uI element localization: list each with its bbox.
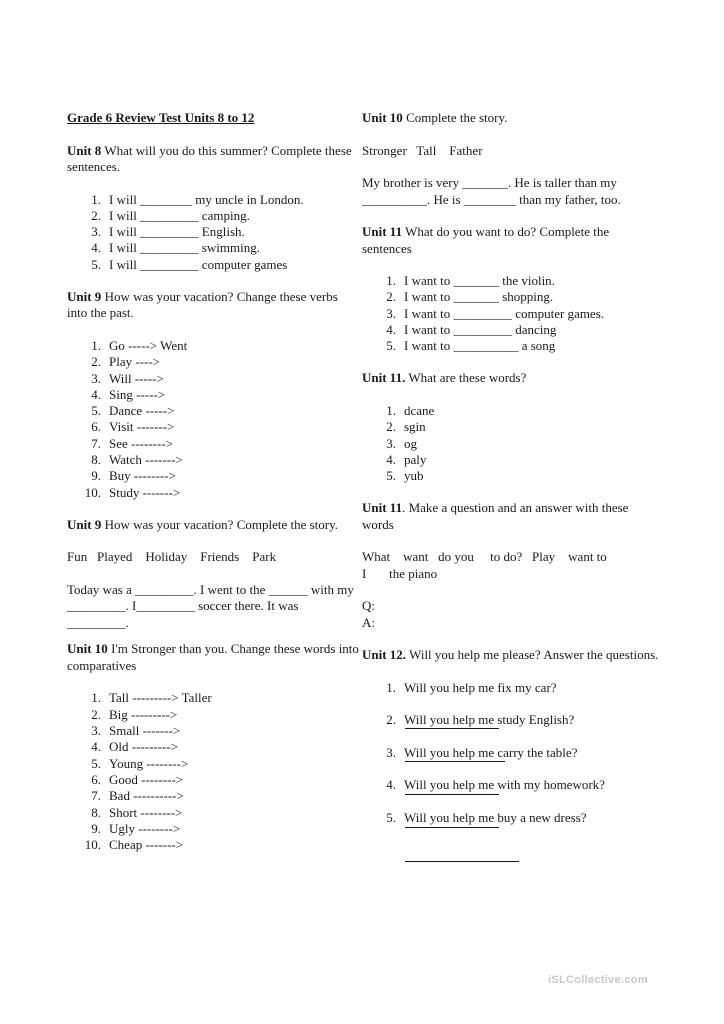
list-item: 7. See -------->	[91, 435, 173, 451]
unit11a-instruction	[362, 224, 662, 257]
list-item: 7. Bad ---------->	[91, 788, 184, 804]
unit10a-instruction-text: I'm Stronger than you. Change these words into comparatives	[67, 641, 359, 673]
unit11a-instruction-text: What do you want to do? Complete the sentences	[362, 224, 610, 256]
unit9a-instruction	[67, 289, 360, 322]
list-item: 5. Will you help me buy a new dress?	[386, 809, 587, 825]
list-item: 6. Good -------->	[91, 771, 184, 787]
unit8-instruction	[67, 143, 360, 176]
list-item: 1. I want to _______ the violin.	[386, 273, 555, 288]
answer-line	[405, 827, 499, 828]
unit10b-heading: Unit 10	[362, 110, 403, 125]
unit9b-heading: Unit 9	[67, 516, 102, 532]
answer-line	[405, 761, 505, 762]
list-item: 2. sgin	[386, 419, 426, 435]
unit11a-heading: Unit 11	[362, 224, 403, 239]
unit9b-instruction-text: How was your vacation? Complete the story.	[104, 516, 339, 532]
right-column	[362, 110, 662, 842]
list-item: 6. Visit ------->	[91, 419, 175, 435]
list-item: 2. Big --------->	[91, 706, 178, 722]
list-item: 9. Ugly -------->	[91, 820, 181, 836]
site-watermark: iSLCollective.com	[548, 974, 648, 986]
unit11c-question-label: Q:	[362, 598, 375, 614]
unit11b-list	[362, 403, 662, 484]
answer-line	[405, 794, 499, 795]
list-item: 4. I want to _________ dancing	[386, 321, 557, 337]
unit12-instruction	[362, 647, 662, 664]
unit11c-instruction	[362, 500, 662, 533]
answer-line	[405, 728, 499, 729]
unit9b-word-bank: Fun Played Holiday Friends Park	[67, 549, 277, 565]
worksheet-title: Grade 6 Review Test Units 8 to 12	[67, 110, 255, 125]
answer-line	[405, 861, 519, 862]
unit8-heading: Unit 8	[67, 142, 102, 158]
unit10b-word-bank: Stronger Tall Father	[362, 142, 483, 158]
list-item: 9. Buy -------->	[91, 468, 176, 484]
list-item: 1. dcane	[386, 402, 435, 418]
unit8-instruction-text: What will you do this summer? Complete these sentences.	[67, 142, 352, 174]
list-item: 4. Sing ----->	[91, 386, 166, 402]
list-item: 5. I want to __________ a song	[386, 338, 556, 354]
list-item: 8. Watch ------->	[91, 452, 183, 468]
unit11b-heading: Unit 11.	[362, 370, 406, 386]
unit10a-heading: Unit 10	[67, 641, 108, 657]
unit11c-answer-label: A:	[362, 614, 375, 630]
unit12-heading: Unit 12.	[362, 647, 407, 663]
list-item: 8. Short -------->	[91, 804, 183, 820]
unit9a-instruction-text: How was your vacation? Change these verbs into the past.	[67, 288, 338, 321]
unit9a-list	[67, 338, 360, 501]
unit9b-instruction	[67, 517, 360, 534]
unit11c-words-line2: I the piano	[362, 565, 438, 581]
unit8-list	[67, 192, 360, 273]
unit9a-heading: Unit 9	[67, 288, 102, 304]
unit11b-instruction-text: What are these words?	[408, 370, 527, 386]
unit10b-instruction-text: Complete the story.	[406, 110, 508, 125]
list-item: 2. Will you help me study English?	[386, 712, 575, 728]
unit11a-list	[362, 273, 662, 354]
list-item: 1. Tall ---------> Taller	[91, 690, 212, 706]
list-item: 5. Dance ----->	[91, 403, 175, 419]
list-item: 5. yub	[386, 468, 424, 484]
list-item: 3. Small ------->	[91, 723, 181, 739]
list-item: 10. Cheap ------->	[84, 837, 184, 853]
unit10a-list	[67, 690, 360, 853]
list-item: 5. I will _________ computer games	[91, 256, 288, 272]
unit11c-instruction-text: . Make a question and an answer with these words	[362, 500, 629, 532]
list-item: 2. I will _________ camping.	[91, 207, 250, 223]
list-item: 3. I want to _________ computer games.	[386, 305, 605, 321]
list-item: 4. I will _________ swimming.	[91, 240, 260, 256]
list-item: 2. Play ---->	[91, 354, 161, 370]
list-item: 3. I will _________ English.	[91, 224, 245, 240]
list-item: 5. Young -------->	[91, 755, 189, 771]
list-item: 2. I want to _______ shopping.	[386, 289, 554, 305]
unit10a-instruction	[67, 641, 360, 674]
list-item: 3. Will you help me carry the table?	[386, 744, 578, 760]
list-item: 3. Will ----->	[91, 370, 164, 386]
unit11c-words-line1: What want do you to do? Play want to	[362, 549, 607, 565]
list-item: 10. Study ------->	[84, 484, 181, 500]
list-item: 4. paly	[386, 451, 427, 467]
left-column	[67, 110, 360, 853]
unit9b-story: Today was a _________. I went to the ______ with my _________. I_________ soccer there. It was _________.	[67, 581, 354, 630]
list-item: 1. Go -----> Went	[91, 337, 188, 353]
unit10b-instruction	[362, 110, 662, 127]
list-item: 4. Will you help me with my homework?	[386, 777, 605, 793]
list-item: 1. Will you help me fix my car?	[386, 679, 557, 695]
unit11b-instruction	[362, 370, 662, 387]
unit11c-heading: Unit 11	[362, 500, 403, 516]
unit12-instruction-text: Will you help me please? Answer the questions.	[409, 647, 659, 663]
list-item: 3. og	[386, 435, 417, 451]
unit12-list	[362, 680, 662, 827]
list-item: 1. I will ________ my uncle in London.	[91, 191, 304, 207]
unit10b-story: My brother is very _______. He is taller than my __________. He is ________ than my father, too.	[362, 175, 621, 207]
list-item: 4. Old --------->	[91, 739, 179, 755]
